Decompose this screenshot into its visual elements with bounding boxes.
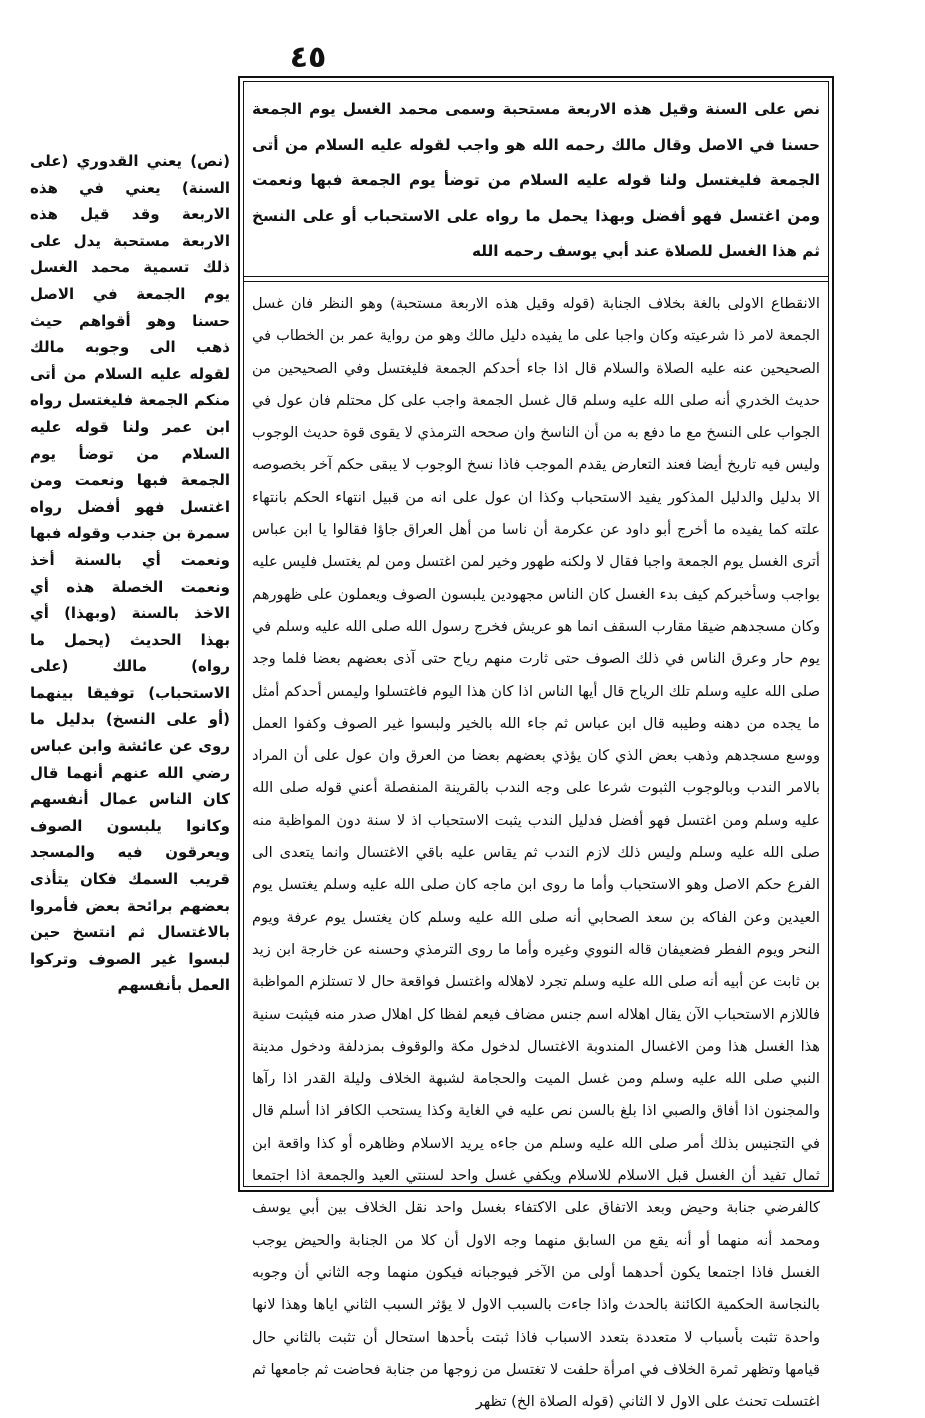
section-divider: [243, 276, 829, 282]
matn-text: نص على السنة وقيل هذه الاربعة مستحبة وسمى محمد الغسل يوم الجمعة حسنا في الاصل وقال مالك رحمه الله هو واجب لقوله عليه السلام من أتى الجمعة فليغتسل ولنا قوله عليه السلام من توضأ يوم الجمعة فبها ونعمت ومن اغتسل فهو أفضل وبهذا يحمل ما رواه على الاستحباب أو على النسخ ثم هذا الغسل للصلاة عند أبي يوسف رحمه الله: [252, 100, 820, 261]
page-number: ٤٥: [289, 40, 327, 75]
commentary-body-block: [252, 288, 820, 1411]
margin-gloss: [30, 148, 230, 995]
matn-header-block: [252, 92, 820, 270]
main-text-frame: [238, 76, 834, 1411]
commentary-text: الانقطاع الاولى بالغة بخلاف الجنابة (قوله وقيل هذه الاربعة مستحبة) وهو النظر فان غسل الجمعة لامر ذا شرعيته وكان واجبا على ما يفيده دليل مالك وهو من رواية عمر بن الخطاب في الصحيحين عنه عليه الصلاة والسلام قال اذا جاء أحدكم الجمعة فليغتسل وفي الصحيحين من حديث الخدري أنه صلى الله عليه وسلم قال غسل الجمعة واجب على كل محتلم فان عول في الجواب على النسخ مع ما دفع به من أن الناسخ وان صححه الترمذي لا يقوى قوة حديث الوجوب وليس فيه تاريخ أيضا فعند التعارض يقدم الموجب فاذا نسخ الوجوب لا يبقى حكم آخر بخصوصه الا بدليل والدليل المذكور يفيد الاستحباب وكذا ان عول على انه من قبيل انتهاء الحكم بانتهاء علته كما يفيده ما أخرج أبو داود عن عكرمة أن ناسا من أهل العراق جاؤا فقالوا يا ابن عباس أترى الغسل يوم الجمعة واجبا فقال لا ولكنه طهور وخير لمن اغتسل ومن لم يغتسل فليس عليه بواجب وسأخبركم كيف بدء الغسل كان الناس مجهودين يلبسون الصوف ويعملون على ظهورهم وكان مسجدهم ضيقا مقارب السقف انما هو عريش فخرج رسول الله صلى الله عليه وسلم في يوم حار وعرق الناس في ذلك الصوف حتى ثارت منهم رياح حتى آذى بعضهم بعضا فلما وجد صلى الله عليه وسلم تلك الرياح قال أيها الناس اذا كان هذا اليوم فاغتسلوا وليمس أحدكم أمثل ما يجده من دهنه وطيبه قال ابن عباس ثم جاء الله بالخير ولبسوا غير الصوف وكفوا العمل ووسع مسجدهم وذهب بعض الذي كان يؤذي بعضهم بعضا من العرق وان عول على أن المراد بالامر الندب وبالوجوب الثبوت شرعا على وجه الندب بالقرينة المنفصلة أعني قوله صلى الله عليه وسلم ومن اغتسل فهو أفضل فدليل الندب يثبت الاستحباب اذ لا سنة دون المواظبة منه صلى الله عليه وسلم وليس ذلك لازم الندب ثم يقاس عليه باقي الاغتسال وانما يتعدى الى الفرع حكم الاصل وهو الاستحباب وأما ما روى ابن ماجه كان صلى الله عليه وسلم يغتسل يوم العيدين وعن الفاكه بن سعد الصحابي أنه صلى الله عليه وسلم كان يغتسل يوم عرفة ويوم النحر ويوم الفطر فضعيفان قاله النووي وغيره وأما ما روى الترمذي وحسنه عن خارجة ابن زيد بن ثابت عن أبيه أنه صلى الله عليه وسلم تجرد لاهلاله واغتسل فواقعة حال لا تستلزم المواظبة فاللازم الاستحباب الآن يقال اهلاله اسم جنس مضاف فيعم لفظا كل اهلال صدر منه فيثبت سنية هذا الغسل هذا ومن الاغسال المندوبة الاغتسال لدخول مكة والوقوف بمزدلفة ودخول مدينة النبي صلى الله عليه وسلم ومن غسل الميت والحجامة لشبهة الخلاف وليلة القدر اذا رآها والمجنون اذا أفاق والصبي اذا بلغ بالسن نص عليه في الغاية وكذا يستحب الكافر اذا أسلم قال في التجنيس بذلك أمر صلى الله عليه وسلم من جاءه يريد الاسلام وظاهره أو كذا واقعة ابن ثمال تفيد أن الغسل قبل الاسلام للاسلام ويكفي غسل واحد لسنتي العيد والجمعة اذا اجتمعا كالفرضي جنابة وحيض وبعد الاتفاق على الاكتفاء بغسل واحد نقل الخلاف بين أبي يوسف ومحمد أنه منهما أو أنه يقع من السابق منهما وجه الاول أن كلا من الجنابة والحيض يوجب الغسل فاذا اجتمعا يكون أحدهما أولى من الآخر فيوجبانه فيكون منهما وجه الثاني أن وجوبه بالنجاسة الحكمية الكائنة بالحدث واذا جاءت بالسبب الاول لا يؤثر السبب الثاني اياها وهذا لانها واحدة تثبت بأسباب لا متعددة بتعدد الاسباب فاذا ثبتت بأحدها استحال أن تثبت بالثاني حال قيامها وتظهر ثمرة الخلاف في امرأة حلفت لا تغتسل من زوجها من جنابة فحاضت ثم جامعها ثم اغتسلت تحنث على الاول لا الثاني (قوله الصلاة الخ) تظهر: [252, 295, 820, 1411]
margin-gloss-text: (نص) يعني القدوري (على السنة) يعني في هذه الاربعة وقد قيل هذه الاربعة مستحبة يدل على ذلك تسمية محمد الغسل يوم الجمعة في الاصل حسنا وهو أقواهم حيث ذهب الى وجوبه مالك لقوله عليه السلام من أتى منكم الجمعة فليغتسل رواه ابن عمر ولنا قوله عليه السلام من توضأ يوم الجمعة فبها ونعمت ومن اغتسل فهو أفضل رواه سمرة بن جندب وقوله فبها ونعمت أي بالسنة أخذ ونعمت الخصلة هذه أي الاخذ بالسنة (وبهذا) أي بهذا الحديث (يحمل ما رواه) مالك (على الاستحباب) توفيقا بينهما (أو على النسخ) بدليل ما روى عن عائشة وابن عباس رضي الله عنهم أنهما قال كان الناس عمال أنفسهم وكانوا يلبسون الصوف ويعرقون فيه والمسجد قريب السمك فكان يتأذى بعضهم برائحة بعض فأمروا بالاغتسال ثم انتسخ حين لبسوا غير الصوف وتركوا العمل بأنفسهم: [30, 152, 230, 995]
